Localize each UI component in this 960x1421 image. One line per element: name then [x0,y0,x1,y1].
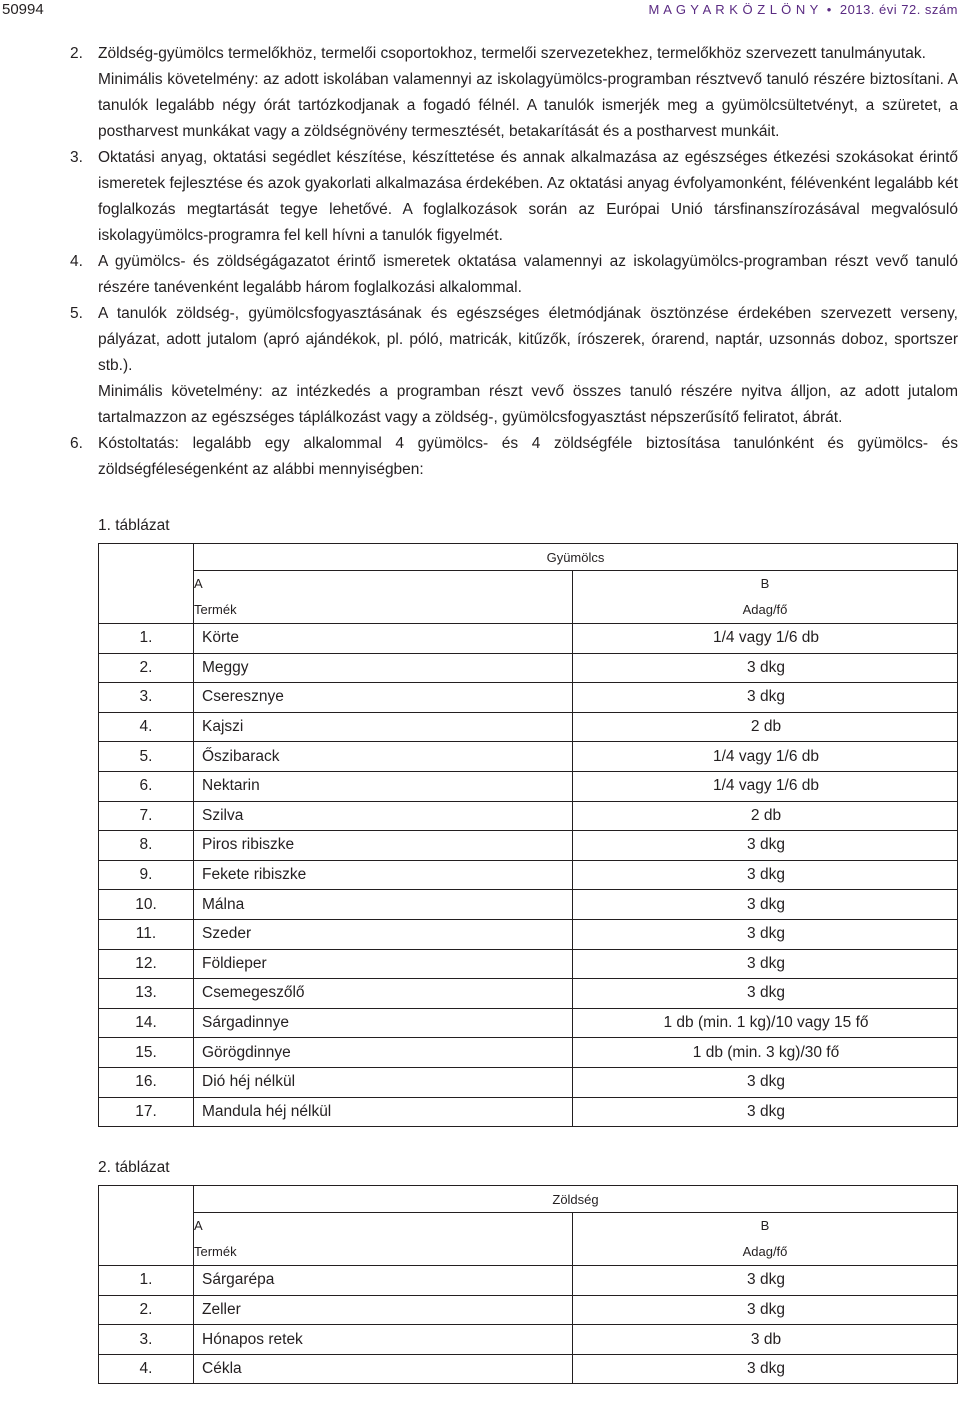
row-index: 7. [99,801,194,831]
table2-caption: 2. táblázat [98,1159,170,1177]
list-item [70,145,958,249]
product-cell: Fekete ribiszke [194,860,573,890]
item-paragraph: Zöldség-gyümölcs termelőkhöz, termelői csoportokhoz, termelői szervezetekhez, termelőkhöz szervezett tanulmányutak. [98,45,926,62]
product-cell: Hónapos retek [194,1325,573,1355]
row-index: 1. [99,624,194,654]
row-index: 15. [99,1038,194,1068]
list-item [70,249,958,301]
row-index: 3. [99,1325,194,1355]
table-row [99,979,958,1009]
row-index: 14. [99,1008,194,1038]
table-row [99,742,958,772]
product-cell: Meggy [194,653,573,683]
column-label: Termék [194,1244,237,1260]
row-index: 9. [99,860,194,890]
column-letter: B [760,1218,770,1234]
quantity-cell: 3 dkg [573,919,958,949]
product-cell: Piros ribiszke [194,831,573,861]
page-number: 50994 [2,1,44,18]
table-group-header: Zöldség [194,1186,958,1213]
product-cell: Sárgarépa [194,1266,573,1296]
column-header-b [573,1213,958,1266]
table-row [99,771,958,801]
item-number: 5. [70,305,83,322]
quantity-cell: 1/4 vagy 1/6 db [573,742,958,772]
quantity-cell: 3 dkg [573,860,958,890]
table-group-row [99,1186,958,1213]
row-index: 12. [99,949,194,979]
item-paragraph: Kóstoltatás: legalább egy alkalommal 4 gyümölcs- és 4 zöldségféle biztosítása tanulónként és gyümölcs- és zöldségféleségenként az alábbi mennyiségben: [98,435,958,478]
item-number: 6. [70,435,83,452]
row-index: 2. [99,653,194,683]
product-cell: Szeder [194,919,573,949]
table-row [99,1266,958,1296]
table-row [99,949,958,979]
row-index: 4. [99,712,194,742]
quantity-cell: 3 db [573,1325,958,1355]
product-cell: Körte [194,624,573,654]
quantity-cell: 1/4 vagy 1/6 db [573,771,958,801]
item-paragraph: Minimális követelmény: az adott iskolában valamennyi az iskolagyümölcs-programban résztvevő tanuló részére biztosítani. A tanulók legalább négy órát tartózkodjanak a fogadó félnél. A tanulók ismerjék meg a gyümölcsültetvényt, a szüretet, a postharvest munkákat vagy a zöldségnövény termesztését, betakarítását és a postharvest munkáit. [98,71,958,140]
item-paragraph: A tanulók zöldség-, gyümölcsfogyasztásának és egészséges életmódjának ösztönzése érdekében szervezett verseny, pályázat, adott jutalom (apró ajándékok, pl. póló, matricák, kitűzők, írószerek, órarend, naptár, uzsonnás doboz, sportszer stb.). [98,305,958,374]
table-row [99,860,958,890]
running-head [649,0,958,20]
table-row [99,653,958,683]
table-row [99,890,958,920]
column-letter: A [194,576,203,591]
item-paragraph: Oktatási anyag, oktatási segédlet készítése, készíttetése és annak alkalmazása az egészséges étkezési szokásokat érintő ismeretek fejlesztése és azok gyakorlati alkalmazása érdekében. Az oktatási anyag évfolyamonként, félévenként legalább két foglalkozás megtartását tegye lehetővé. A foglalkozások során az Európai Unió társfinanszírozásával megvalósuló iskolagyümölcs-programra fel kell hívni a tanulók figyelmét. [98,149,958,244]
product-cell: Őszibarack [194,742,573,772]
product-cell: Földieper [194,949,573,979]
quantity-cell: 3 dkg [573,949,958,979]
separator-dot: • [826,2,832,17]
column-header-b [573,571,958,624]
journal-title: M A G Y A R K Ö Z L Ö N Y [648,2,819,17]
quantity-cell: 2 db [573,801,958,831]
column-letter: B [760,576,770,591]
column-label: Adag/fő [742,602,788,617]
quantity-cell: 1 db (min. 1 kg)/10 vagy 15 fő [573,1008,958,1038]
quantity-cell: 2 db [573,712,958,742]
item-paragraph: A gyümölcs- és zöldségágazatot érintő ismeretek oktatása valamennyi az iskolagyümölcs-programban részt vevő tanuló részére tanévenként legalább három foglalkozási alkalommal. [98,253,958,296]
fruit-table [98,543,958,1127]
table-header-row [99,1213,958,1266]
column-label: Adag/fő [742,1244,788,1260]
row-index: 6. [99,771,194,801]
list-item [70,41,958,145]
issue-label: 2013. évi 72. szám [839,2,958,17]
row-index: 8. [99,831,194,861]
table-header-row [99,571,958,624]
document-body [70,41,958,1384]
list-item [70,431,958,483]
row-index: 13. [99,979,194,1009]
table-group-row [99,544,958,571]
numbered-list [70,41,958,483]
table-corner-cell [99,1186,194,1266]
table-row [99,1038,958,1068]
row-index: 10. [99,890,194,920]
item-number: 2. [70,45,83,62]
item-number: 4. [70,253,83,270]
quantity-cell: 3 dkg [573,1295,958,1325]
vegetable-table [98,1185,958,1384]
product-cell: Csemegeszőlő [194,979,573,1009]
column-header-a [194,571,573,624]
table-row [99,683,958,713]
quantity-cell: 3 dkg [573,831,958,861]
table-row [99,919,958,949]
quantity-cell: 3 dkg [573,979,958,1009]
table-row [99,1097,958,1127]
product-cell: Mandula héj nélkül [194,1097,573,1127]
row-index: 17. [99,1097,194,1127]
column-header-a [194,1213,573,1266]
quantity-cell: 3 dkg [573,653,958,683]
product-cell: Zeller [194,1295,573,1325]
product-cell: Nektarin [194,771,573,801]
row-index: 16. [99,1067,194,1097]
column-label: Termék [194,602,237,617]
item-paragraph: Minimális követelmény: az intézkedés a programban részt vevő összes tanuló részére nyitva álljon, az adott jutalom tartalmazzon az egészséges táplálkozást vagy a zöldség-, gyümölcsfogyasztást népszerűsítő feliratot, ábrát. [98,383,958,426]
table-row [99,1008,958,1038]
row-index: 2. [99,1295,194,1325]
table-corner-cell [99,544,194,624]
product-cell: Kajszi [194,712,573,742]
table-row [99,1325,958,1355]
product-cell: Sárgadinnye [194,1008,573,1038]
item-number: 3. [70,149,83,166]
quantity-cell: 1/4 vagy 1/6 db [573,624,958,654]
quantity-cell: 3 dkg [573,1067,958,1097]
product-cell: Málna [194,890,573,920]
quantity-cell: 1 db (min. 3 kg)/30 fő [573,1038,958,1068]
table-row [99,1354,958,1384]
row-index: 5. [99,742,194,772]
list-item [70,301,958,431]
row-index: 3. [99,683,194,713]
product-cell: Dió héj nélkül [194,1067,573,1097]
row-index: 1. [99,1266,194,1296]
product-cell: Szilva [194,801,573,831]
quantity-cell: 3 dkg [573,683,958,713]
product-cell: Cseresznye [194,683,573,713]
row-index: 4. [99,1354,194,1384]
quantity-cell: 3 dkg [573,1266,958,1296]
table-row [99,1295,958,1325]
table-row [99,1067,958,1097]
table-row [99,831,958,861]
row-index: 11. [99,919,194,949]
table-row [99,624,958,654]
table1-caption: 1. táblázat [98,517,170,534]
quantity-cell: 3 dkg [573,1097,958,1127]
table-row [99,801,958,831]
table-row [99,712,958,742]
product-cell: Cékla [194,1354,573,1384]
quantity-cell: 3 dkg [573,890,958,920]
quantity-cell: 3 dkg [573,1354,958,1384]
table-group-header: Gyümölcs [194,544,958,571]
page-header [0,0,960,26]
product-cell: Görögdinnye [194,1038,573,1068]
column-letter: A [194,1218,203,1234]
